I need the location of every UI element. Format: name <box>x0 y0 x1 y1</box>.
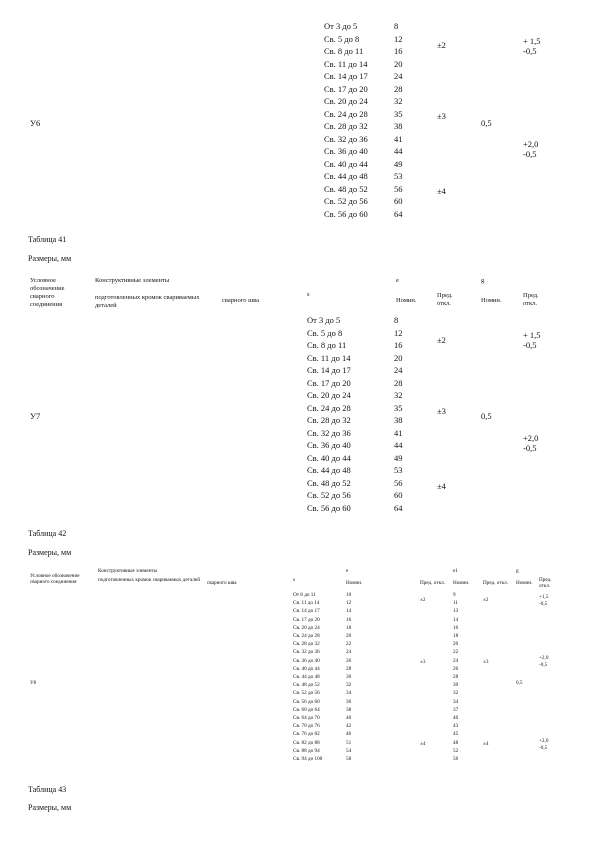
e-nominal-cell: 60 <box>394 490 403 500</box>
e1-nominal-cell: 48 <box>453 739 459 746</box>
size-range-cell: Св. 17 до 20 <box>324 83 368 94</box>
g-deviation: -0,5 <box>523 340 537 350</box>
size-range-cell: Св. 20 до 24 <box>324 96 368 106</box>
column-header-deviation: Пред. откл. <box>539 577 552 589</box>
tolerance-value: ±2 <box>420 597 426 603</box>
size-range-cell: От 8 до 11 <box>293 592 316 598</box>
e-nominal-cell: 38 <box>346 706 352 713</box>
e1-nominal-cell: 13 <box>453 608 459 615</box>
size-range-cell: От 3 до 5 <box>307 315 341 325</box>
size-range-cell: Св. 48 до 52 <box>324 183 368 194</box>
size-range-cell: Св. 14 до 17 <box>324 71 368 81</box>
e-nominal-cell: 12 <box>394 327 403 338</box>
units-note: Размеры, мм <box>28 254 72 263</box>
column-header-deviation: Пред. откл. <box>523 292 539 307</box>
e-nominal-cell: 16 <box>394 340 403 350</box>
e-nominal-cell: 32 <box>346 682 352 689</box>
column-header-code: Условное обозначение сварного соединения <box>30 573 80 585</box>
g-nominal: 0,5 <box>481 411 492 421</box>
column-header-edges: подготовленных кромок свариваемых деталей <box>95 294 200 309</box>
size-range-cell: Св. 52 до 56 <box>307 490 351 500</box>
e-nominal-cell: 53 <box>394 171 403 181</box>
size-range-cell: Св. 56 до 60 <box>293 698 320 705</box>
e-nominal-cell: 12 <box>346 600 352 607</box>
e-nominal-cell: 30 <box>346 674 352 680</box>
e-nominal-cell: 24 <box>394 71 403 81</box>
e-nominal-cell: 49 <box>394 158 403 169</box>
units-note: Размеры, мм <box>28 548 72 557</box>
e1-nominal-cell: 52 <box>453 747 459 754</box>
e1-nominal-cell: 30 <box>453 682 459 689</box>
size-range-cell: Св. 14 до 17 <box>307 365 351 375</box>
column-header-s: s <box>307 291 310 298</box>
size-range-cell: Св. 24 до 28 <box>293 633 320 639</box>
size-range-cell: Св. 56 до 60 <box>324 208 368 219</box>
e-nominal-cell: 34 <box>346 690 352 697</box>
e1-nominal-cell: 11 <box>453 600 458 607</box>
e-nominal-cell: 41 <box>394 133 403 144</box>
g-nominal: 0,5 <box>481 118 492 128</box>
e-nominal-cell: 22 <box>346 641 352 648</box>
size-range-cell: Св. 11 до 14 <box>293 600 320 607</box>
column-header-constructive: Конструктивные элементы <box>98 568 158 574</box>
size-range-cell: Св. 28 до 32 <box>293 641 320 648</box>
size-range-cell: Св. 5 до 8 <box>324 33 360 44</box>
e-nominal-cell: 44 <box>394 440 403 450</box>
column-header-e1: e1 <box>453 568 458 574</box>
e-nominal-cell: 51 <box>346 739 352 746</box>
e1-nominal-cell: 43 <box>453 723 459 730</box>
size-range-cell: Св. 20 до 24 <box>293 624 320 631</box>
e-nominal-cell: 8 <box>394 315 399 325</box>
e-nominal-cell: 35 <box>394 402 403 413</box>
g-deviation: -0,5 <box>523 46 537 56</box>
e1-nominal-cell: 32 <box>453 690 459 697</box>
size-range-cell: Св. 52 до 56 <box>293 690 320 697</box>
e1-nominal-cell: 56 <box>453 756 459 762</box>
e1-nominal-cell: 24 <box>453 657 459 664</box>
g-deviation: +1,5 <box>539 594 549 600</box>
tolerance-value: ±2 <box>483 597 489 603</box>
size-range-cell: Св. 14 до 17 <box>293 608 320 615</box>
size-range-cell: Св. 17 до 20 <box>307 377 351 388</box>
column-header-nominal: Номин. <box>516 580 533 586</box>
e-nominal-cell: 44 <box>394 146 403 156</box>
g-deviation: + 1,5 <box>523 36 541 46</box>
e-nominal-cell: 16 <box>346 616 352 623</box>
size-range-cell: От 3 до 5 <box>324 21 358 31</box>
size-range-cell: Св. 40 до 44 <box>324 158 368 169</box>
joint-code: У6 <box>30 118 41 128</box>
e-nominal-cell: 14 <box>346 608 352 615</box>
g-deviation: +2,0 <box>523 139 539 149</box>
size-range-cell: Св. 32 до 36 <box>307 427 351 438</box>
column-header-s: s <box>293 577 296 583</box>
size-range-cell: Св. 11 до 14 <box>324 58 368 69</box>
size-range-cell: Св. 56 до 60 <box>307 502 351 513</box>
column-header-code: Условное обозначение сварного соединения <box>30 277 65 308</box>
e1-nominal-cell: 9 <box>453 592 456 598</box>
g-deviation: +2,0 <box>539 655 549 661</box>
column-header-g: g <box>481 277 485 284</box>
e-nominal-cell: 24 <box>346 649 352 656</box>
size-range-cell: Св. 70 до 76 <box>293 723 320 730</box>
g-nominal: 0,5 <box>516 680 523 686</box>
g-deviation: + 1,5 <box>523 330 541 340</box>
tolerance-value: ±3 <box>437 111 446 121</box>
column-header-deviation: Пред. откл. <box>437 292 453 307</box>
units-note: Размеры, мм <box>28 803 72 812</box>
e1-nominal-cell: 26 <box>453 665 459 672</box>
e1-nominal-cell: 18 <box>453 633 459 639</box>
size-range-cell: Св. 60 до 64 <box>293 706 320 713</box>
e-nominal-cell: 8 <box>394 21 399 31</box>
size-range-cell: Св. 44 до 48 <box>293 674 320 680</box>
e-nominal-cell: 64 <box>394 502 403 513</box>
joint-code: У8 <box>30 680 37 686</box>
e-nominal-cell: 56 <box>394 477 403 488</box>
size-range-cell: Св. 82 до 88 <box>293 739 320 746</box>
e-nominal-cell: 32 <box>394 96 403 106</box>
e-nominal-cell: 24 <box>394 365 403 375</box>
size-range-cell: Св. 8 до 11 <box>324 46 364 56</box>
e-nominal-cell: 42 <box>346 723 352 730</box>
e1-nominal-cell: 40 <box>453 715 459 721</box>
tolerance-value: ±3 <box>483 659 489 665</box>
size-range-cell: Св. 8 до 11 <box>307 340 347 350</box>
column-header-g: g <box>516 568 519 574</box>
g-deviation: -0,5 <box>539 662 548 668</box>
e-nominal-cell: 64 <box>394 208 403 219</box>
e1-nominal-cell: 45 <box>453 731 459 738</box>
joint-code: У7 <box>30 411 41 421</box>
column-header-e: e <box>396 277 399 284</box>
e-nominal-cell: 32 <box>394 390 403 400</box>
size-range-cell: Св. 40 до 44 <box>293 665 320 672</box>
table-caption: Таблица 42 <box>28 529 67 538</box>
e-nominal-cell: 38 <box>394 415 403 425</box>
e-nominal-cell: 36 <box>346 698 352 705</box>
g-deviation: -0,5 <box>523 443 537 453</box>
size-range-cell: Св. 28 до 32 <box>307 415 351 425</box>
g-deviation: +2,0 <box>539 738 549 744</box>
tolerance-value: ±2 <box>437 335 446 345</box>
tolerance-value: ±3 <box>437 406 446 416</box>
e-nominal-cell: 20 <box>394 352 403 363</box>
column-header-nominal: Номин. <box>396 297 417 304</box>
table-caption: Таблица 41 <box>28 235 67 244</box>
size-range-cell: Св. 94 до 100 <box>293 756 323 762</box>
size-range-cell: Св. 44 до 48 <box>324 171 368 181</box>
e1-nominal-cell: 16 <box>453 624 459 631</box>
tolerance-value: ±3 <box>420 659 426 665</box>
e-nominal-cell: 53 <box>394 465 403 475</box>
column-header-deviation: Пред. откл. <box>420 580 446 586</box>
column-header-e: e <box>346 568 349 574</box>
e-nominal-cell: 20 <box>346 633 352 639</box>
e-nominal-cell: 18 <box>346 624 352 631</box>
size-range-cell: Св. 24 до 28 <box>324 108 368 119</box>
column-header-edges: подготовленных кромок свариваемых деталей <box>98 577 200 583</box>
e-nominal-cell: 56 <box>394 183 403 194</box>
size-range-cell: Св. 48 до 52 <box>307 477 351 488</box>
e-nominal-cell: 41 <box>394 427 403 438</box>
e-nominal-cell: 12 <box>394 33 403 44</box>
tolerance-value: ±4 <box>483 741 489 747</box>
e1-nominal-cell: 20 <box>453 641 459 648</box>
size-range-cell: Св. 36 до 40 <box>324 146 368 156</box>
tolerance-value: ±4 <box>420 741 426 747</box>
g-deviation: +2,0 <box>523 433 539 443</box>
table-caption: Таблица 43 <box>28 785 67 794</box>
column-header-nominal: Номин. <box>481 297 502 304</box>
e-nominal-cell: 46 <box>346 731 352 738</box>
size-range-cell: Св. 20 до 24 <box>307 390 351 400</box>
size-range-cell: Св. 5 до 8 <box>307 327 343 338</box>
size-range-cell: Св. 88 до 94 <box>293 747 320 754</box>
tolerance-value: ±4 <box>437 481 446 491</box>
g-deviation: -0,5 <box>539 745 548 751</box>
g-deviation: -0,5 <box>539 601 548 607</box>
size-range-cell: Св. 11 до 14 <box>307 352 351 363</box>
column-header-nominal: Номин. <box>346 580 363 586</box>
size-range-cell: Св. 48 до 52 <box>293 682 320 689</box>
column-header-weld: сварного шва <box>207 580 237 586</box>
e-nominal-cell: 28 <box>394 377 403 388</box>
e-nominal-cell: 60 <box>394 196 403 206</box>
e-nominal-cell: 20 <box>394 58 403 69</box>
column-header-weld: сварного шва <box>222 297 259 304</box>
e1-nominal-cell: 14 <box>453 616 459 623</box>
column-header-constructive: Конструктивные элементы <box>95 277 170 284</box>
size-range-cell: Св. 52 до 56 <box>324 196 368 206</box>
e1-nominal-cell: 22 <box>453 649 459 656</box>
e-nominal-cell: 16 <box>394 46 403 56</box>
e-nominal-cell: 54 <box>346 747 352 754</box>
tolerance-value: ±4 <box>437 186 446 196</box>
column-header-deviation: Пред. откл. <box>483 580 509 586</box>
size-range-cell: Св. 32 до 36 <box>324 133 368 144</box>
e-nominal-cell: 38 <box>394 121 403 131</box>
e1-nominal-cell: 34 <box>453 698 459 705</box>
e-nominal-cell: 58 <box>346 756 352 762</box>
column-header-nominal: Номин. <box>453 580 470 586</box>
e-nominal-cell: 10 <box>346 592 352 598</box>
size-range-cell: Св. 32 до 36 <box>293 649 320 656</box>
e1-nominal-cell: 28 <box>453 674 459 680</box>
size-range-cell: Св. 17 до 20 <box>293 616 320 623</box>
size-range-cell: Св. 24 до 28 <box>307 402 351 413</box>
size-range-cell: Св. 28 до 32 <box>324 121 368 131</box>
e-nominal-cell: 35 <box>394 108 403 119</box>
size-range-cell: Св. 36 до 40 <box>307 440 351 450</box>
size-range-cell: Св. 40 до 44 <box>307 452 351 463</box>
e1-nominal-cell: 37 <box>453 706 459 713</box>
tolerance-value: ±2 <box>437 40 446 50</box>
e-nominal-cell: 49 <box>394 452 403 463</box>
e-nominal-cell: 28 <box>394 83 403 94</box>
e-nominal-cell: 26 <box>346 657 352 664</box>
size-range-cell: Св. 36 до 40 <box>293 657 320 664</box>
g-deviation: -0,5 <box>523 149 537 159</box>
size-range-cell: Св. 76 до 82 <box>293 731 320 738</box>
size-range-cell: Св. 64 до 70 <box>293 715 320 721</box>
size-range-cell: Св. 44 до 48 <box>307 465 351 475</box>
e-nominal-cell: 28 <box>346 665 352 672</box>
e-nominal-cell: 40 <box>346 715 352 721</box>
